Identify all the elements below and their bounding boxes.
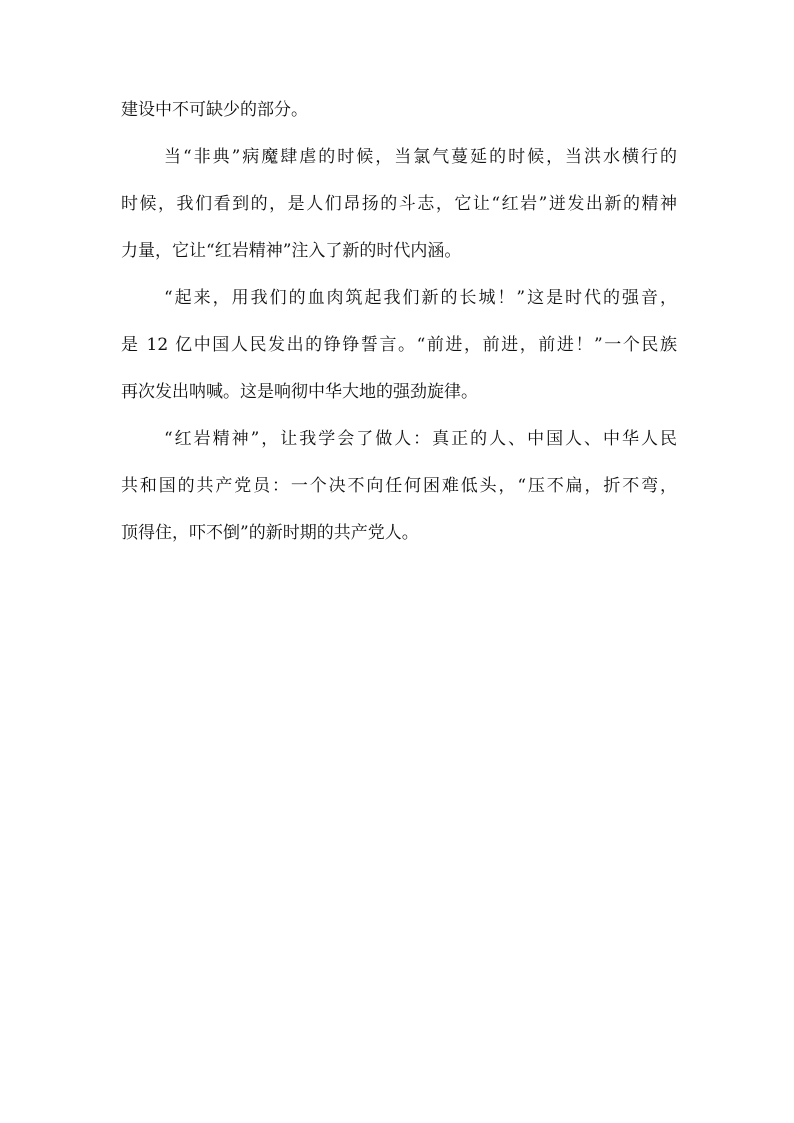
text-line: 顶得住，吓不倒”的新时期的共产党人。 [121,523,419,543]
paragraph-start-line: 当“非典”病魔肆虐的时候，当氯气蔓延的时候，当洪水横行的 [164,147,677,167]
text-line: 共和国的共产党员：一个决不向任何困难低头，“压不扁，折不弯， [121,476,677,496]
text-line: 力量，它让“红岩精神”注入了新的时代内涵。 [121,241,462,261]
document-body [121,100,677,570]
text-line: 是 12 亿中国人民发出的铮铮誓言。“前进，前进，前进！”一个民族 [121,335,677,355]
paragraph-start-line: “起来，用我们的血肉筑起我们新的长城！”这是时代的强音， [164,288,677,308]
text-line: 时候，我们看到的，是人们昂扬的斗志，它让“红岩”迸发出新的精神 [121,194,677,214]
text-line: 建设中不可缺少的部分。 [121,100,308,120]
text-line: 再次发出呐喊。这是响彻中华大地的强劲旋律。 [121,382,478,402]
paragraph-start-line: “红岩精神”，让我学会了做人：真正的人、中国人、中华人民 [164,429,677,449]
